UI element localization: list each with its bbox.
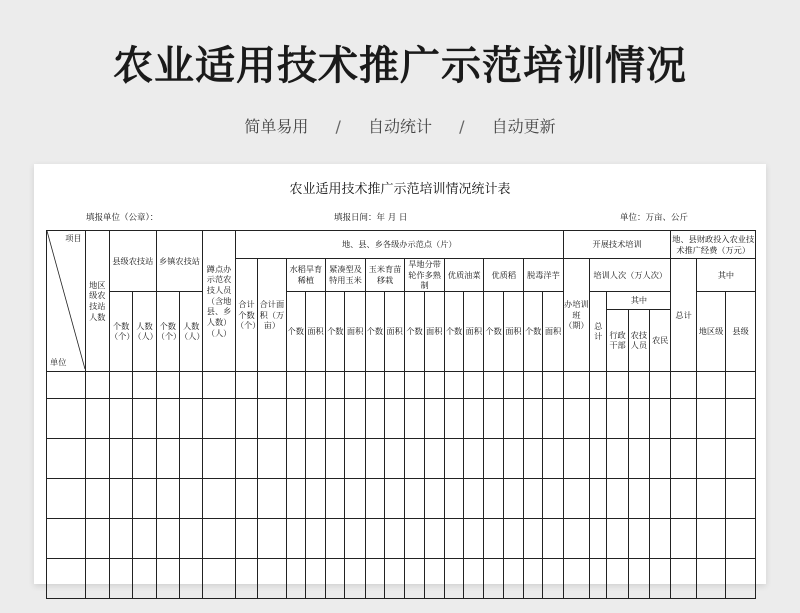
table-cell[interactable] [590,518,607,558]
table-cell[interactable] [524,518,543,558]
table-cell[interactable] [258,438,286,478]
header-corner-cell [47,231,86,372]
table-cell[interactable] [484,398,503,438]
table-cell[interactable] [179,398,202,438]
table-row [47,438,756,478]
table-cell[interactable] [464,398,484,438]
header-total-area: 合计面积（万亩） [258,259,286,372]
table-cell[interactable] [650,438,671,478]
table-cell[interactable] [424,438,444,478]
table-cell[interactable] [628,371,649,398]
measure-unit-label: 单位：万亩、公斤 [620,213,689,223]
table-cell[interactable] [671,398,696,438]
table-cell[interactable] [133,518,156,558]
table-cell[interactable] [258,478,286,518]
table-cell[interactable] [726,558,756,598]
table-cell[interactable] [671,478,696,518]
table-cell[interactable] [543,478,563,518]
table-cell[interactable] [286,438,305,478]
table-cell[interactable] [726,398,756,438]
table-cell[interactable] [484,478,503,518]
table-body [47,371,756,598]
header-classes: 办培训班（期） [563,259,589,372]
header-crop-area: 面积 [305,291,325,371]
table-cell[interactable] [286,478,305,518]
table-cell[interactable] [133,478,156,518]
tag-separator: / [459,117,465,136]
table-cell[interactable] [365,478,384,518]
table-cell[interactable] [156,558,179,598]
header-crop-area: 面积 [503,291,523,371]
table-cell[interactable] [235,478,257,518]
table-cell[interactable] [305,438,325,478]
table-cell[interactable] [563,398,589,438]
header-crop-count: 个数 [286,291,305,371]
table-cell[interactable] [607,438,628,478]
header-crop-area: 面积 [424,291,444,371]
header-county-station: 县级农技站 [109,231,156,292]
table-cell[interactable] [235,398,257,438]
table-cell[interactable] [203,518,235,558]
table-cell[interactable] [365,518,384,558]
reporting-date-label: 填报日间：年 月 日 [334,213,408,223]
header-crop: 脱毒洋芋 [524,259,564,292]
table-cell[interactable] [235,518,257,558]
table-cell[interactable] [156,398,179,438]
table-cell[interactable] [47,438,86,478]
table-cell[interactable] [345,371,365,398]
header-crop: 水稻旱育稀植 [286,259,326,292]
table-cell[interactable] [444,398,463,438]
table-cell[interactable] [305,518,325,558]
table-cell[interactable] [464,558,484,598]
feature-tags [0,114,800,137]
table-cell[interactable] [85,558,109,598]
header-crop: 紧凑型及特用玉米 [326,259,366,292]
table-cell[interactable] [133,558,156,598]
table-cell[interactable] [464,438,484,478]
header-crop: 玉米育苗移栽 [365,259,405,292]
table-cell[interactable] [385,478,405,518]
table-cell[interactable] [650,398,671,438]
table-cell[interactable] [179,478,202,518]
table-cell[interactable] [503,518,523,558]
header-crop: 优质稻 [484,259,524,292]
table-cell[interactable] [203,478,235,518]
table-cell[interactable] [326,518,345,558]
header-demo-points: 地、县、乡各级办示范点（片） [235,231,563,259]
table-cell[interactable] [503,371,523,398]
table-cell[interactable] [286,371,305,398]
table-cell[interactable] [385,518,405,558]
table-cell[interactable] [286,558,305,598]
table-cell[interactable] [628,398,649,438]
table-cell[interactable] [696,371,725,398]
header-people: 人数（人） [179,291,202,371]
table-cell[interactable] [607,558,628,598]
table-cell[interactable] [444,371,463,398]
table-cell[interactable] [543,371,563,398]
table-cell[interactable] [464,518,484,558]
table-cell[interactable] [365,371,384,398]
table-cell[interactable] [563,438,589,478]
header-trainee-type: 行政干部 [607,309,628,371]
table-cell[interactable] [524,398,543,438]
header-crop-area: 面积 [464,291,484,371]
table-cell[interactable] [345,398,365,438]
table-cell[interactable] [345,558,365,598]
table-cell[interactable] [524,371,543,398]
table-cell[interactable] [464,371,484,398]
table-cell[interactable] [464,478,484,518]
table-cell[interactable] [305,398,325,438]
table-cell[interactable] [179,371,202,398]
table-cell[interactable] [590,478,607,518]
table-cell[interactable] [47,518,86,558]
header-model-staff: 蹲点办示范农技人员（含地县、乡人数）（人） [203,231,235,372]
table-cell[interactable] [650,371,671,398]
table-cell[interactable] [109,518,132,558]
header-crop-count: 个数 [326,291,345,371]
tag-easy: 简单易用 [244,117,309,136]
header-crop: 旱地分带轮作多熟制 [405,259,445,292]
statistics-table [46,230,756,599]
table-cell[interactable] [607,371,628,398]
table-cell[interactable] [326,438,345,478]
table-cell[interactable] [671,371,696,398]
table-cell[interactable] [503,478,523,518]
table-cell[interactable] [424,371,444,398]
table-cell[interactable] [109,478,132,518]
table-cell[interactable] [484,438,503,478]
table-cell[interactable] [109,438,132,478]
table-cell[interactable] [156,371,179,398]
table-cell[interactable] [405,371,424,398]
table-cell[interactable] [179,558,202,598]
header-trainee-type: 农民 [650,309,671,371]
table-cell[interactable] [405,478,424,518]
table-cell[interactable] [607,478,628,518]
table-cell[interactable] [85,478,109,518]
table-row [47,478,756,518]
table-cell[interactable] [235,438,257,478]
table-cell[interactable] [671,438,696,478]
table-cell[interactable] [628,438,649,478]
table-cell[interactable] [444,438,463,478]
table-cell[interactable] [503,398,523,438]
header-trainees: 培训人次（万人次） [590,259,671,292]
table-cell[interactable] [563,478,589,518]
table-cell[interactable] [524,558,543,598]
table-cell[interactable] [590,438,607,478]
table-cell[interactable] [424,518,444,558]
tag-auto-update: 自动更新 [491,117,556,136]
table-cell[interactable] [503,558,523,598]
table-cell[interactable] [203,438,235,478]
table-cell[interactable] [203,371,235,398]
header-crop-count: 个数 [484,291,503,371]
table-cell[interactable] [258,558,286,598]
table-cell[interactable] [179,518,202,558]
header-count: 个数（个） [109,291,132,371]
table-cell[interactable] [47,371,86,398]
table-cell[interactable] [326,398,345,438]
table-cell[interactable] [156,438,179,478]
table-cell[interactable] [590,398,607,438]
table-cell[interactable] [203,398,235,438]
table-cell[interactable] [156,518,179,558]
table-row [47,398,756,438]
header-trainees-total: 总计 [590,291,607,371]
table-cell[interactable] [203,558,235,598]
table-cell[interactable] [444,478,463,518]
table-cell[interactable] [726,371,756,398]
table-cell[interactable] [524,438,543,478]
table-cell[interactable] [109,398,132,438]
table-cell[interactable] [696,438,725,478]
table-cell[interactable] [726,438,756,478]
table-cell[interactable] [444,518,463,558]
table-cell[interactable] [696,398,725,438]
table-cell[interactable] [385,558,405,598]
header-finance-of-which: 其中 [696,259,755,292]
table-cell[interactable] [345,518,365,558]
table-cell[interactable] [258,398,286,438]
table-cell[interactable] [405,438,424,478]
table-cell[interactable] [424,478,444,518]
header-total-count: 合计个数（个） [235,259,257,372]
header-district-station: 地区级农技站人数 [85,231,109,372]
table-cell[interactable] [258,518,286,558]
diagonal-line [47,231,85,369]
table-cell[interactable] [345,438,365,478]
table-cell[interactable] [326,558,345,598]
header-crop-area: 面积 [385,291,405,371]
table-row [47,371,756,398]
table-cell[interactable] [607,398,628,438]
header-crop-count: 个数 [405,291,424,371]
table-cell[interactable] [85,438,109,478]
sheet-title: 农业适用技术推广示范培训情况统计表 [289,182,511,197]
table-cell[interactable] [365,438,384,478]
table-cell[interactable] [326,478,345,518]
table-cell[interactable] [726,518,756,558]
table-cell[interactable] [85,371,109,398]
header-trainees-of-which: 其中 [607,291,671,309]
table-cell[interactable] [543,438,563,478]
header-crop-count: 个数 [444,291,463,371]
table-cell[interactable] [444,558,463,598]
table-cell[interactable] [543,558,563,598]
table-cell[interactable] [696,518,725,558]
table-cell[interactable] [133,438,156,478]
table-cell[interactable] [563,558,589,598]
table-cell[interactable] [385,438,405,478]
header-town-station: 乡镇农技站 [156,231,203,292]
table-cell[interactable] [563,371,589,398]
table-cell[interactable] [726,478,756,518]
corner-unit-label: 单位 [50,357,67,368]
table-cell[interactable] [607,518,628,558]
table-cell[interactable] [286,518,305,558]
header-finance-total: 总计 [671,259,696,372]
spreadsheet-preview [34,164,766,584]
table-cell[interactable] [305,558,325,598]
table-cell[interactable] [563,518,589,558]
table-cell[interactable] [85,398,109,438]
table-cell[interactable] [503,438,523,478]
table-cell[interactable] [628,518,649,558]
tag-auto-stat: 自动统计 [367,117,432,136]
table-cell[interactable] [109,371,132,398]
table-cell[interactable] [47,558,86,598]
table-cell[interactable] [286,398,305,438]
table-cell[interactable] [590,371,607,398]
table-cell[interactable] [484,371,503,398]
table-cell[interactable] [484,558,503,598]
header-trainee-type: 农技人员 [628,309,649,371]
header-finance: 地、县财政投入农业技术推广经费（万元） [671,231,756,259]
table-cell[interactable] [258,371,286,398]
table-cell[interactable] [365,398,384,438]
table-cell[interactable] [696,558,725,598]
table-cell[interactable] [133,398,156,438]
table-cell[interactable] [385,398,405,438]
reporting-unit-label: 填报单位（公章）： [86,213,159,223]
table-cell[interactable] [650,478,671,518]
table-row [47,518,756,558]
table-cell[interactable] [305,478,325,518]
table-cell[interactable] [235,371,257,398]
header-finance-type: 县级 [726,291,756,371]
table-cell[interactable] [650,558,671,598]
header-training: 开展技术培训 [563,231,671,259]
table-cell[interactable] [47,398,86,438]
table-cell[interactable] [543,398,563,438]
table-cell[interactable] [671,518,696,558]
table-cell[interactable] [628,478,649,518]
header-count: 个数（个） [156,291,179,371]
table-cell[interactable] [405,518,424,558]
table-cell[interactable] [365,558,384,598]
table-cell[interactable] [305,371,325,398]
table-cell[interactable] [235,558,257,598]
table-cell[interactable] [179,438,202,478]
header-crop-count: 个数 [365,291,384,371]
header-people: 人数（人） [133,291,156,371]
table-cell[interactable] [484,518,503,558]
header-crop-area: 面积 [543,291,563,371]
table-cell[interactable] [524,478,543,518]
table-cell[interactable] [696,478,725,518]
table-row [47,558,756,598]
table-cell[interactable] [424,558,444,598]
table-cell[interactable] [424,398,444,438]
header-finance-type: 地区级 [696,291,725,371]
table-cell[interactable] [156,478,179,518]
table-cell[interactable] [133,371,156,398]
header-crop: 优质油菜 [444,259,484,292]
table-cell[interactable] [405,398,424,438]
table-cell[interactable] [345,478,365,518]
table-cell[interactable] [385,371,405,398]
table-cell[interactable] [47,478,86,518]
table-cell[interactable] [671,558,696,598]
table-cell[interactable] [405,558,424,598]
table-cell[interactable] [650,518,671,558]
table-cell[interactable] [543,518,563,558]
corner-item-label: 项目 [65,233,82,243]
header-crop-area: 面积 [345,291,365,371]
table-cell[interactable] [109,558,132,598]
header-crop-count: 个数 [524,291,543,371]
page-title: 农业适用技术推广示范培训情况 [113,43,687,89]
table-cell[interactable] [85,518,109,558]
table-cell[interactable] [326,371,345,398]
table-cell[interactable] [628,558,649,598]
tag-separator: / [335,117,341,136]
table-cell[interactable] [590,558,607,598]
